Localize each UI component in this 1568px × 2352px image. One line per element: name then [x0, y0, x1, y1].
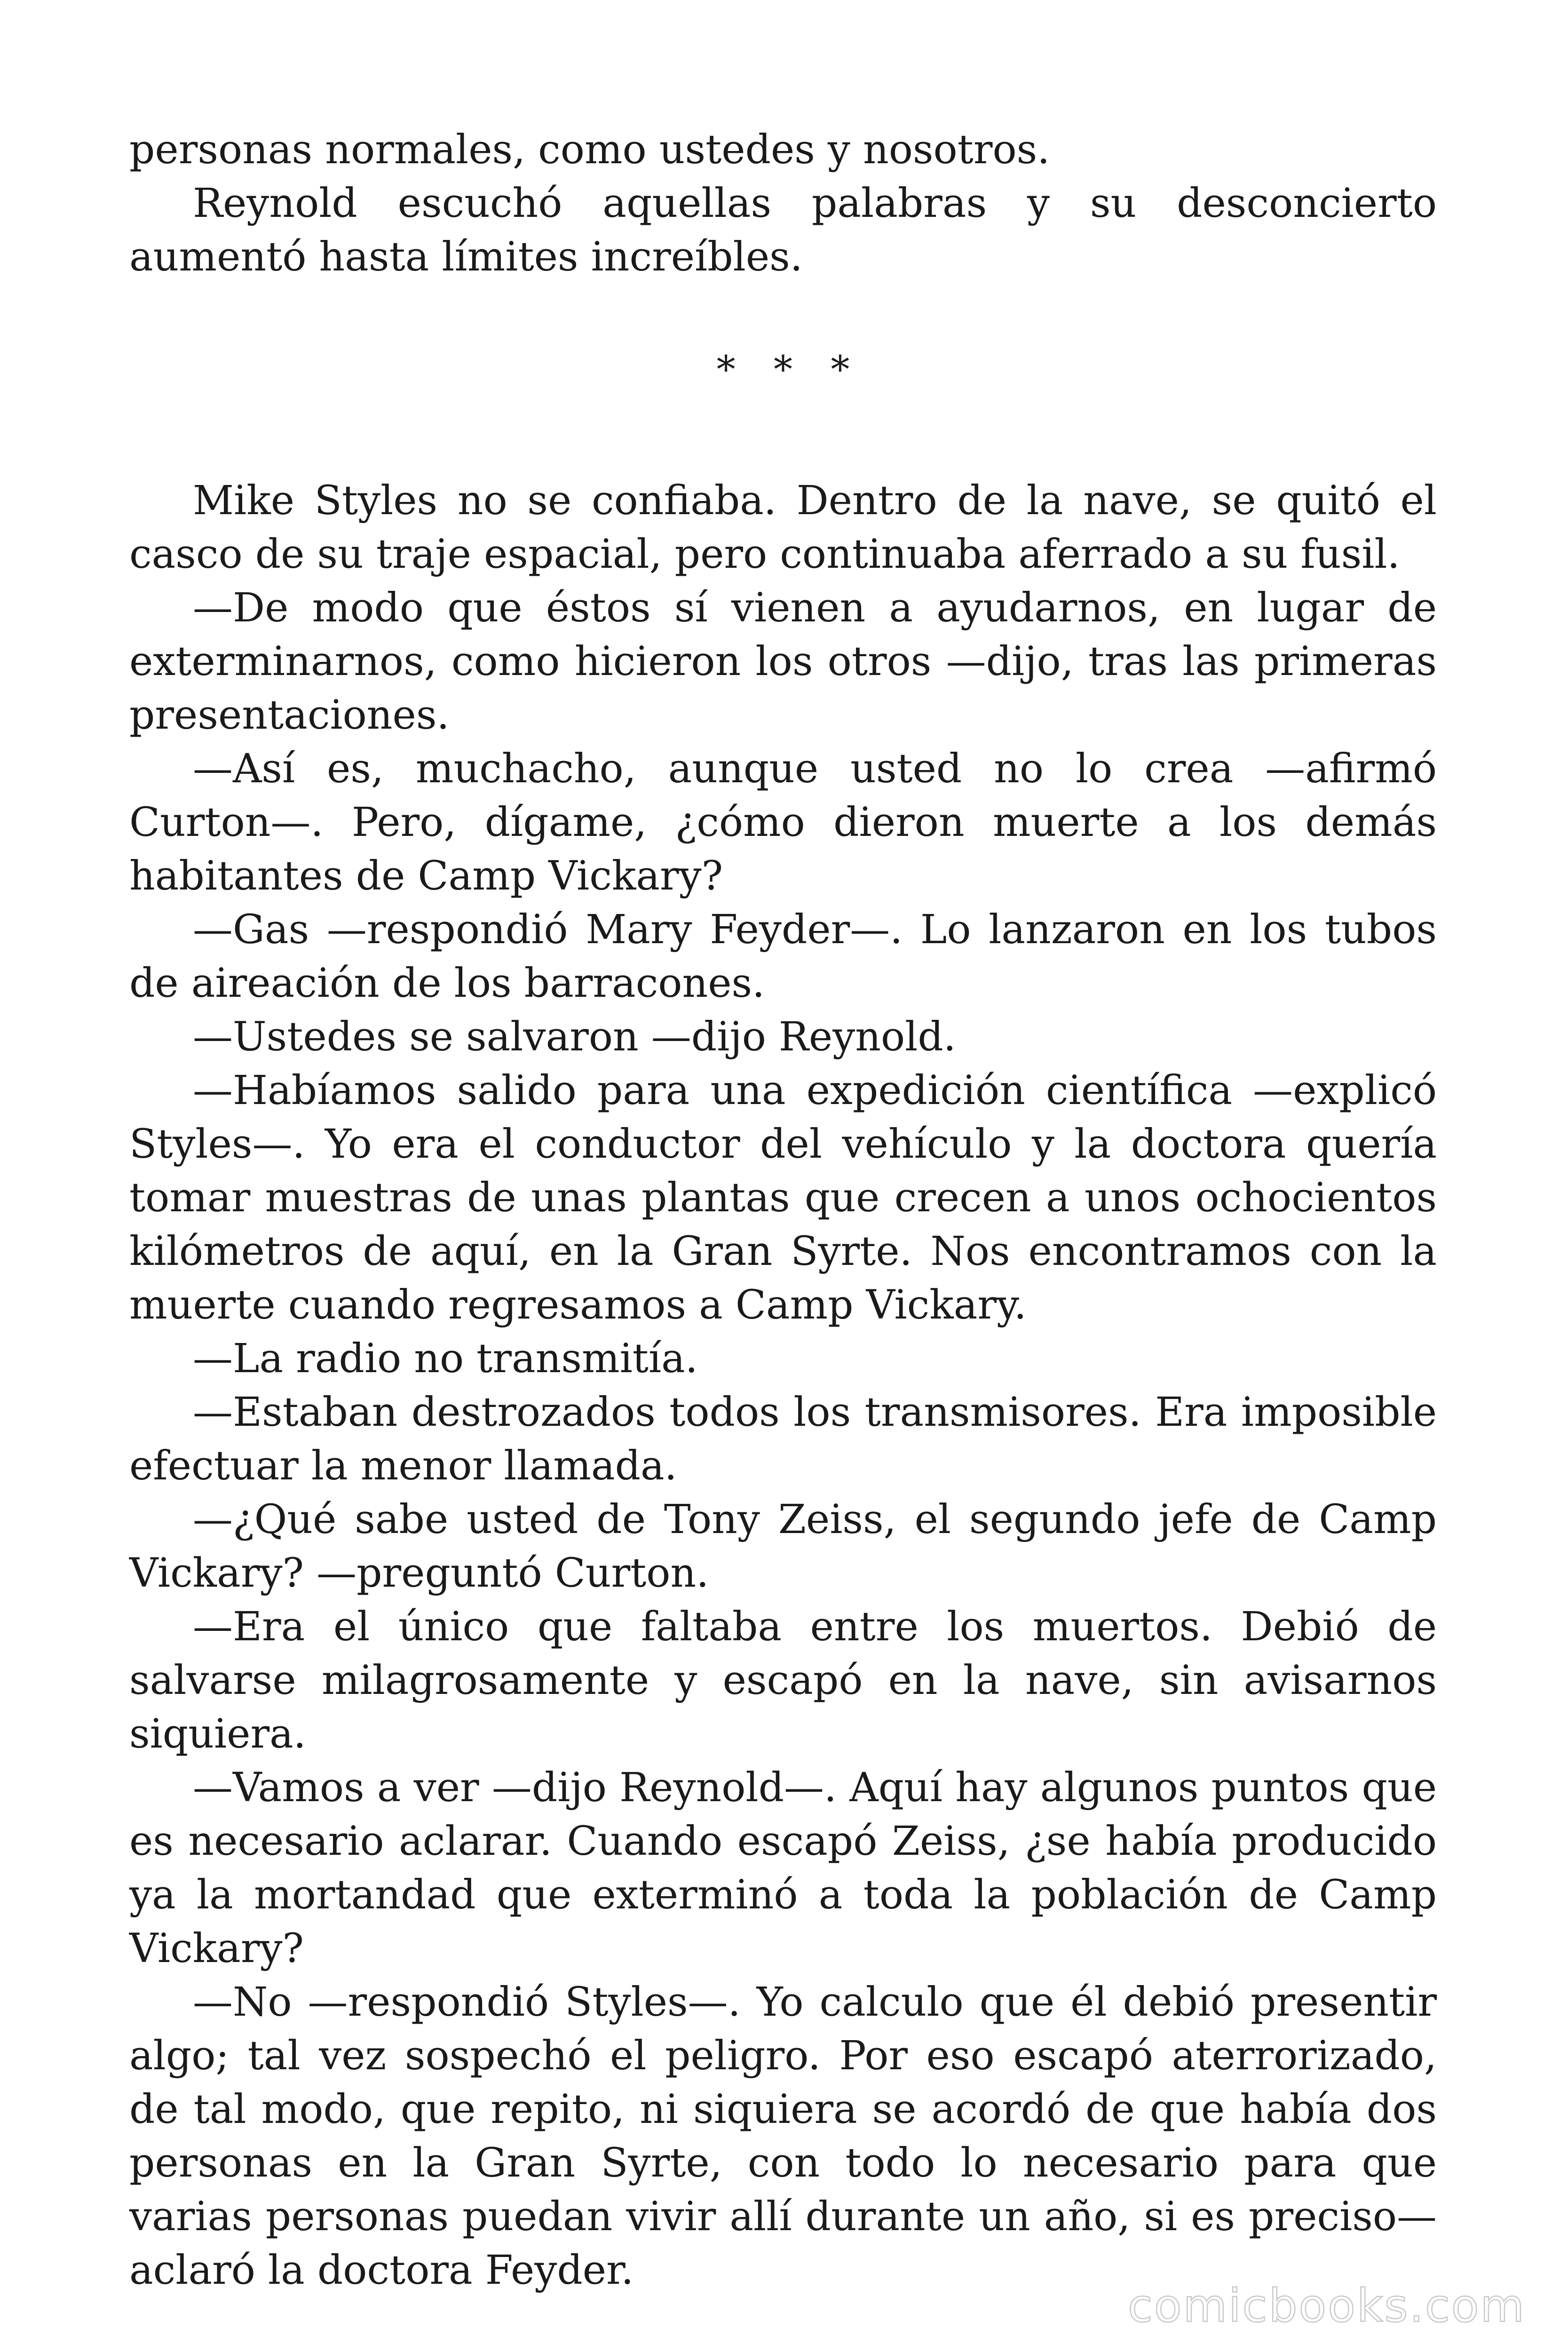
watermark-logo: comicbooks.com: [1127, 2280, 1526, 2332]
dialogue-paragraph: —Vamos a ver —dijo Reynold—. Aquí hay algunos puntos que es necesario aclarar. Cuando escapó Zeiss, ¿se había producido ya la mortandad que exterminó a toda la población de Camp Vickary?: [129, 1764, 1437, 1972]
book-page: [129, 123, 1437, 2297]
dialogue-paragraph: —Ustedes se salvaron —dijo Reynold.: [193, 1014, 956, 1060]
dialogue-paragraph: —La radio no transmitía.: [193, 1335, 698, 1382]
dialogue-paragraph: —¿Qué sabe usted de Tony Zeiss, el segundo jefe de Camp Vickary? —preguntó Curton.: [129, 1496, 1437, 1597]
dialogue-paragraph: —Habíamos salido para una expedición científica —explicó Styles—. Yo era el conductor del vehículo y la doctora quería tomar muestras de unas plantas que crecen a unos ochocientos kilómetros de aquí, en la Gran Syrte. Nos encontramos con la muerte cuando regresamos a Camp Vickary.: [129, 1067, 1437, 1328]
paragraph: Reynold escuchó aquellas palabras y su desconcierto aumentó hasta límites increíbles.: [129, 180, 1437, 280]
paragraph: Mike Styles no se confiaba. Dentro de la nave, se quitó el casco de su traje espacial, pero continuaba aferrado a su fusil.: [129, 477, 1437, 578]
scene-break-separator: * * *: [716, 348, 863, 391]
dialogue-paragraph: —Gas —respondió Mary Feyder—. Lo lanzaron en los tubos de aireación de los barracones.: [129, 906, 1437, 1007]
paragraph-continued: personas normales, como ustedes y nosotros.: [129, 127, 1050, 173]
dialogue-paragraph: —Era el único que faltaba entre los muertos. Debió de salvarse milagrosamente y escapó en la nave, sin avisarnos siquiera.: [129, 1604, 1437, 1757]
dialogue-paragraph: —De modo que éstos sí vienen a ayudarnos, en lugar de exterminarnos, como hicieron los otros —dijo, tras las primeras presentaciones.: [129, 585, 1437, 739]
dialogue-paragraph: —Así es, muchacho, aunque usted no lo crea —afirmó Curton—. Pero, dígame, ¿cómo dieron muerte a los demás habitantes de Camp Vickary?: [129, 746, 1437, 899]
dialogue-paragraph: —No —respondió Styles—. Yo calculo que él debió presentir algo; tal vez sospechó el peligro. Por eso escapó aterrorizado, de tal modo, que repito, ni siquiera se acordó de que había dos personas en la Gran Syrte, con todo lo necesario para que varias personas puedan vivir allí durante un año, si es preciso— aclaró la doctora Feyder.: [129, 1979, 1437, 2294]
dialogue-paragraph: —Estaban destrozados todos los transmisores. Era imposible efectuar la menor llamada.: [129, 1389, 1437, 1489]
